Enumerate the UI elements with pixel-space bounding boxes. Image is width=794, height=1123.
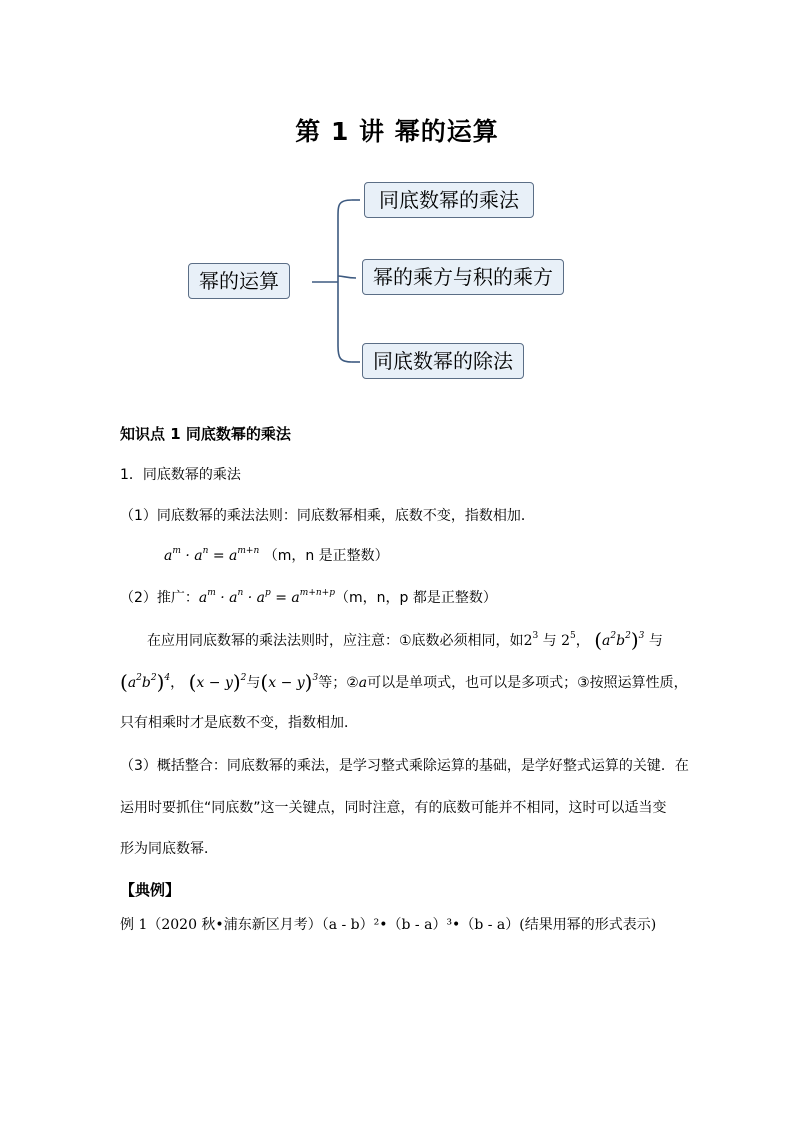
item-1: 1．同底数幂的乘法 [120, 467, 241, 483]
rule-1: （1）同底数幂的乘法法则：同底数幂相乘，底数不变，指数相加． [120, 508, 535, 524]
rule-2-prefix: （2）推广： [120, 590, 199, 606]
note-line-3: 只有相乘时才是底数不变，指数相加． [120, 715, 358, 731]
summary-line-1: （3）概括整合：同底数幂的乘法，是学习整式乘除运算的基础，是学好整式运算的关键．在 [120, 758, 689, 774]
note-line-1: 在应用同底数幂的乘法法则时，应注意：①底数必须相同，如$2^3$ 与 $2^5$， $(a^2b^2)^3$ 与 [147, 628, 663, 652]
note-line-2-a: 等；② [318, 675, 359, 691]
mindmap-root: 幂的运算 [188, 263, 290, 299]
note-and-2: 与 [648, 633, 663, 649]
formula-1 [164, 545, 389, 565]
example-2-fifth: $2^5$ [561, 631, 576, 649]
example-heading: 【典例】 [120, 881, 181, 899]
section-heading: 知识点 1 同底数幂的乘法 [120, 425, 291, 443]
note-line-2-b: 可以是单项式，也可以是多项式；③按照运算性质， [367, 675, 688, 691]
page-title: 第 1 讲 幂的运算 [295, 117, 499, 146]
formula-1-note: （m，n 是正整数） [263, 548, 389, 564]
summary-line-3: 形为同底数幂． [120, 841, 218, 857]
example-2-cubed: $2^3$ [523, 631, 539, 649]
example-a2b2-fourth: $(a^2b^2)^4$ [120, 670, 171, 694]
example-xy-cubed: $(x - y)^3$ [260, 670, 319, 694]
mindmap-branch-3: 同底数幂的除法 [362, 343, 524, 379]
rule-2-suffix: （m，n，p 都是正整数） [334, 590, 497, 606]
example-1: 例 1（2020 秋•浦东新区月考）（a - b）²•（b - a）³•（b - a）(结果用幂的形式表示) [120, 917, 657, 933]
rule-2-formula: $a^m \cdot a^n \cdot a^p = a^{m+n+p}$ [198, 588, 335, 606]
example-xy-squared: $(x - y)^2$ [188, 670, 247, 694]
rule-2 [120, 587, 497, 607]
middle-branch-line [338, 276, 356, 278]
summary-line-2: 运用时要抓住“同底数”这一关键点，同时注意，有的底数可能并不相同，这时可以适当变 [120, 800, 667, 816]
note-line-2: $(a^2b^2)^4$， $(x - y)^2$与$(x - y)^3$等；②a可以是单项式，也可以是多项式；③按照运算性质， [120, 670, 688, 694]
bracket-line [338, 200, 352, 362]
variable-a: a [358, 675, 368, 691]
mindmap-branch-1: 同底数幂的乘法 [364, 182, 534, 218]
example-a2b2-cubed: $(a^2b^2)^3$ [594, 628, 645, 652]
note-line-1-text: 在应用同底数幂的乘法法则时，应注意：①底数必须相同，如 [147, 633, 524, 649]
mindmap-branch-2: 幂的乘方与积的乘方 [362, 259, 564, 295]
formula-1-expression: $a^m \cdot a^n = a^{m+n}$ [164, 546, 260, 564]
note-and-1: 与 [542, 633, 557, 649]
